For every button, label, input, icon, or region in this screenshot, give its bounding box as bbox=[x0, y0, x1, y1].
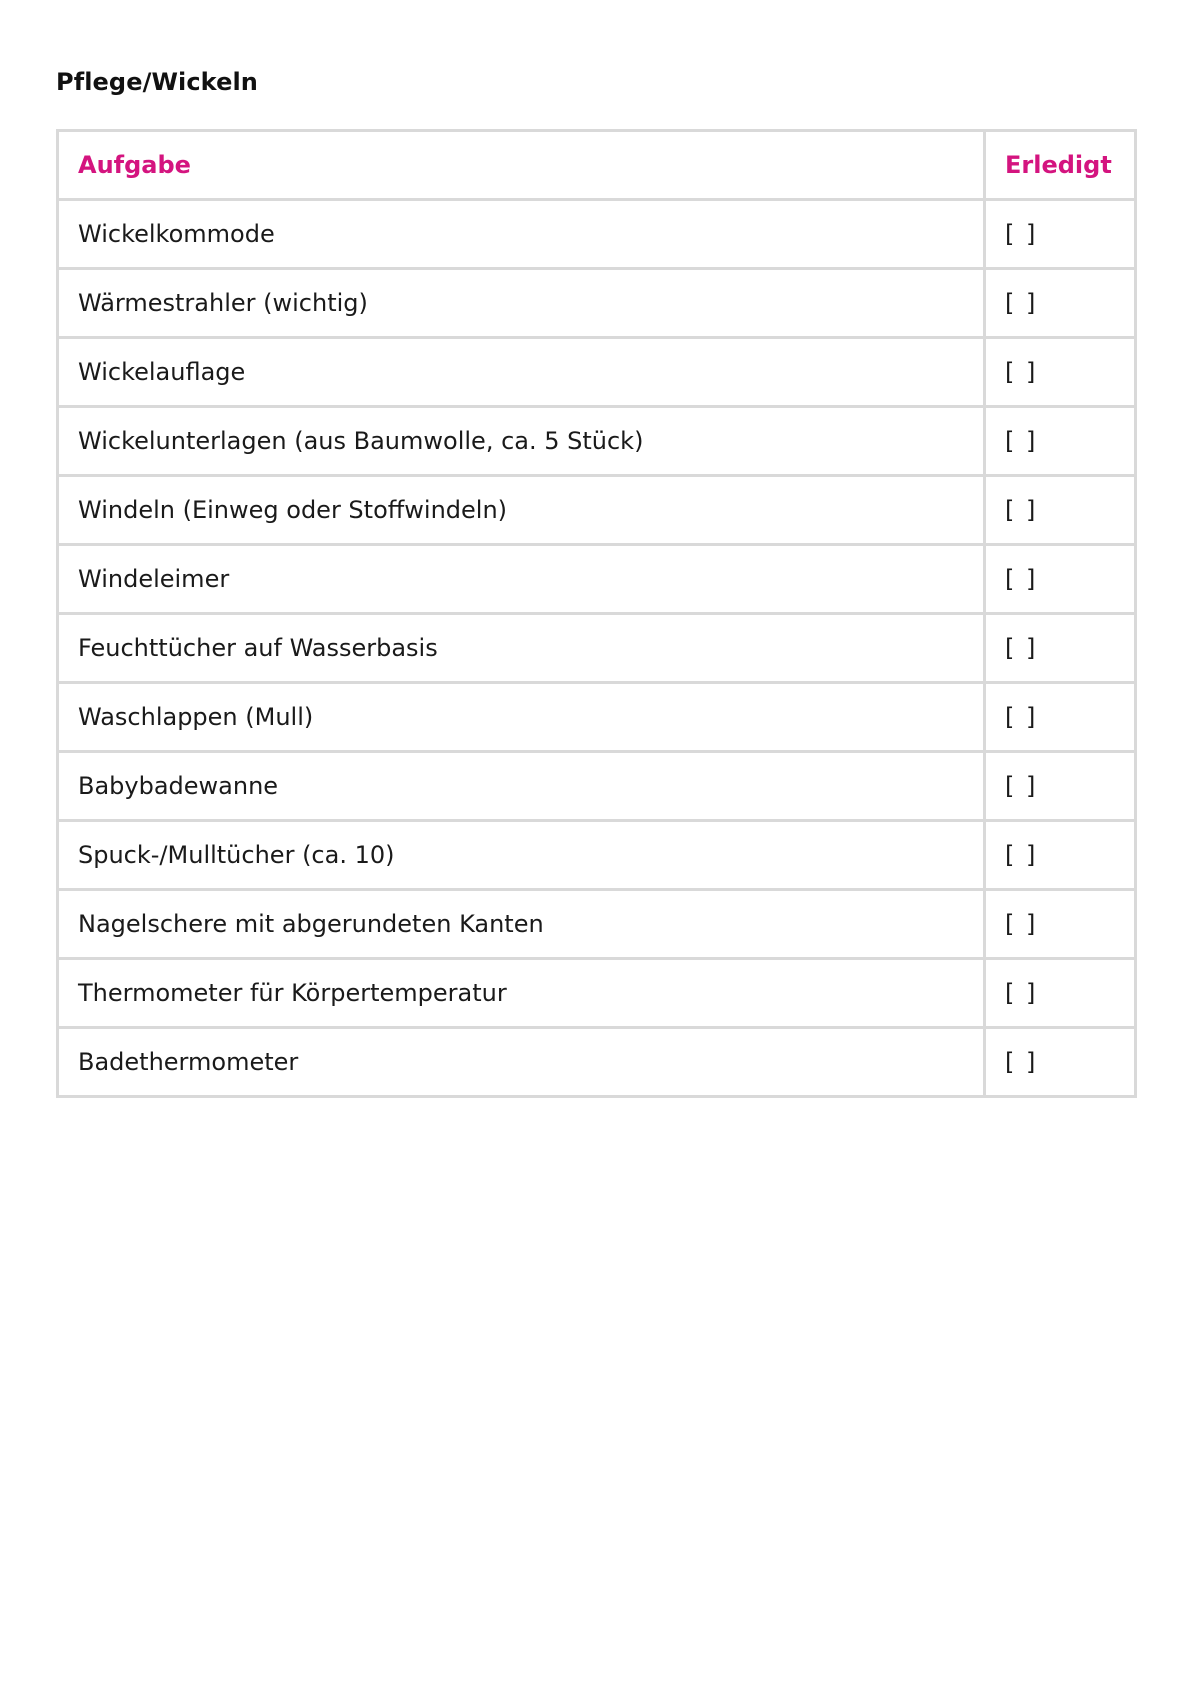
done-checkbox-cell[interactable]: [ ] bbox=[985, 545, 1136, 614]
done-checkbox-cell[interactable]: [ ] bbox=[985, 821, 1136, 890]
done-checkbox-cell[interactable]: [ ] bbox=[985, 269, 1136, 338]
task-cell: Waschlappen (Mull) bbox=[58, 683, 985, 752]
section-title: Pflege/Wickeln bbox=[56, 68, 258, 96]
table-row bbox=[58, 338, 1136, 407]
task-cell: Badethermometer bbox=[58, 1028, 985, 1097]
table-row bbox=[58, 959, 1136, 1028]
table-row bbox=[58, 821, 1136, 890]
done-checkbox-cell[interactable]: [ ] bbox=[985, 1028, 1136, 1097]
checklist-table bbox=[56, 129, 1137, 1098]
table-row bbox=[58, 269, 1136, 338]
table-row bbox=[58, 890, 1136, 959]
table-row bbox=[58, 683, 1136, 752]
done-checkbox-cell[interactable]: [ ] bbox=[985, 407, 1136, 476]
task-cell: Wickelauflage bbox=[58, 338, 985, 407]
done-checkbox-cell[interactable]: [ ] bbox=[985, 476, 1136, 545]
column-header-task: Aufgabe bbox=[58, 131, 985, 200]
task-cell: Thermometer für Körpertemperatur bbox=[58, 959, 985, 1028]
table-body bbox=[58, 200, 1136, 1097]
done-checkbox-cell[interactable]: [ ] bbox=[985, 959, 1136, 1028]
done-checkbox-cell[interactable]: [ ] bbox=[985, 752, 1136, 821]
table-row bbox=[58, 407, 1136, 476]
table-row bbox=[58, 200, 1136, 269]
done-checkbox-cell[interactable]: [ ] bbox=[985, 338, 1136, 407]
done-checkbox-cell[interactable]: [ ] bbox=[985, 200, 1136, 269]
document-page bbox=[56, 66, 1134, 1076]
table-row bbox=[58, 476, 1136, 545]
task-cell: Babybadewanne bbox=[58, 752, 985, 821]
task-cell: Nagelschere mit abgerundeten Kanten bbox=[58, 890, 985, 959]
task-cell: Feuchttücher auf Wasserbasis bbox=[58, 614, 985, 683]
task-cell: Wickelkommode bbox=[58, 200, 985, 269]
done-checkbox-cell[interactable]: [ ] bbox=[985, 683, 1136, 752]
table-row bbox=[58, 614, 1136, 683]
done-checkbox-cell[interactable]: [ ] bbox=[985, 890, 1136, 959]
column-header-done: Erledigt bbox=[985, 131, 1136, 200]
table-row bbox=[58, 545, 1136, 614]
done-checkbox-cell[interactable]: [ ] bbox=[985, 614, 1136, 683]
task-cell: Windeln (Einweg oder Stoffwindeln) bbox=[58, 476, 985, 545]
table-row bbox=[58, 752, 1136, 821]
table-row bbox=[58, 1028, 1136, 1097]
task-cell: Spuck-/Mulltücher (ca. 10) bbox=[58, 821, 985, 890]
task-cell: Windeleimer bbox=[58, 545, 985, 614]
task-cell: Wickelunterlagen (aus Baumwolle, ca. 5 Stück) bbox=[58, 407, 985, 476]
task-cell: Wärmestrahler (wichtig) bbox=[58, 269, 985, 338]
table-header-row bbox=[58, 131, 1136, 200]
